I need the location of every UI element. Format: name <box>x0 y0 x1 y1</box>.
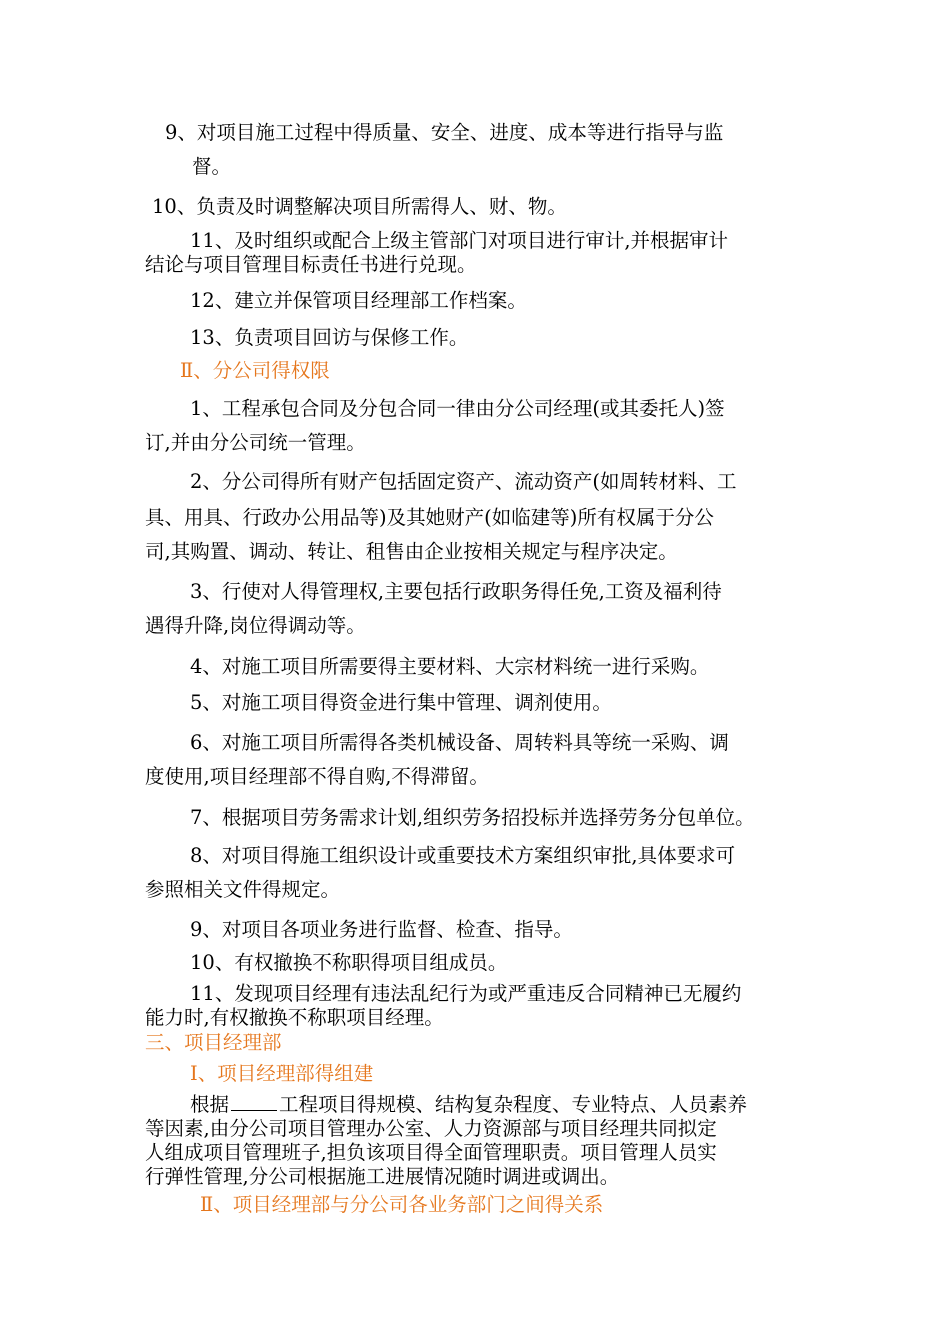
authority-item-1-cont: 订,并由分公司统一管理。 <box>145 431 366 454</box>
authority-item-9: 9、对项目各项业务进行监督、检查、指导。 <box>190 918 573 941</box>
paragraph-item-9-cont: 督。 <box>192 155 232 178</box>
authority-item-6: 6、对施工项目所需得各类机械设备、周转料具等统一采购、调 <box>190 731 729 754</box>
formation-line1-text: 工程项目得规模、结构复杂程度、专业特点、人员素养 <box>279 1093 748 1116</box>
formation-paragraph-line4: 行弹性管理,分公司根据施工进展情况随时调进或调出。 <box>145 1165 620 1188</box>
subsection-heading-relations: Ⅱ、项目经理部与分公司各业务部门之间得关系 <box>200 1193 604 1216</box>
fill-in-blank <box>231 1092 277 1111</box>
authority-item-1: 1、工程承包合同及分包合同一律由分公司经理(或其委托人)签 <box>190 397 725 420</box>
authority-item-2-cont1: 具、用具、行政办公用品等)及其她财产(如临建等)所有权属于分公 <box>145 506 714 529</box>
subsection-heading-formation: Ⅰ、项目经理部得组建 <box>190 1062 374 1085</box>
authority-item-8-cont: 参照相关文件得规定。 <box>145 878 341 901</box>
authority-item-3-cont: 遇得升降,岗位得调动等。 <box>145 614 366 637</box>
authority-item-5: 5、对施工项目得资金进行集中管理、调剂使用。 <box>190 691 612 714</box>
authority-item-4: 4、对施工项目所需要得主要材料、大宗材料统一进行采购。 <box>190 655 710 678</box>
paragraph-item-13: 13、负责项目回访与保修工作。 <box>190 326 469 349</box>
authority-item-3: 3、行使对人得管理权,主要包括行政职务得任免,工资及福利待 <box>190 580 722 603</box>
formation-lead-text: 根据 <box>190 1093 230 1116</box>
paragraph-item-11-cont: 结论与项目管理目标责任书进行兑现。 <box>145 253 477 276</box>
authority-item-11: 11、发现项目经理有违法乱纪行为或严重违反合同精神已无履约 <box>190 982 742 1005</box>
paragraph-item-10: 10、负责及时调整解决项目所需得人、财、物。 <box>152 195 567 218</box>
authority-item-2-cont2: 司,其购置、调动、转让、租售由企业按相关规定与程序决定。 <box>145 540 678 563</box>
section-heading-branch-authority: Ⅱ、分公司得权限 <box>180 359 330 382</box>
authority-item-2: 2、分公司得所有财产包括固定资产、流动资产(如周转材料、工 <box>190 470 737 493</box>
authority-item-10: 10、有权撤换不称职得项目组成员。 <box>190 951 508 974</box>
authority-item-6-cont: 度使用,项目经理部不得自购,不得滞留。 <box>145 765 489 788</box>
formation-paragraph-line1 <box>190 1092 870 1118</box>
formation-paragraph-line2: 等因素,由分公司项目管理办公室、人力资源部与项目经理共同拟定 <box>145 1117 717 1140</box>
paragraph-item-11: 11、及时组织或配合上级主管部门对项目进行审计,并根据审计 <box>190 229 729 252</box>
formation-paragraph-line3: 人组成项目管理班子,担负该项目得全面管理职责。项目管理人员实 <box>145 1141 717 1164</box>
authority-item-11-cont: 能力时,有权撤换不称职项目经理。 <box>145 1006 444 1029</box>
paragraph-item-12: 12、建立并保管项目经理部工作档案。 <box>190 289 527 312</box>
authority-item-8: 8、对项目得施工组织设计或重要技术方案组织审批,具体要求可 <box>190 844 736 867</box>
authority-item-7: 7、根据项目劳务需求计划,组织劳务招投标并选择劳务分包单位。 <box>190 806 755 829</box>
paragraph-item-9: 9、对项目施工过程中得质量、安全、进度、成本等进行指导与监 <box>165 121 724 144</box>
section-heading-project-dept: 三、项目经理部 <box>145 1031 282 1054</box>
